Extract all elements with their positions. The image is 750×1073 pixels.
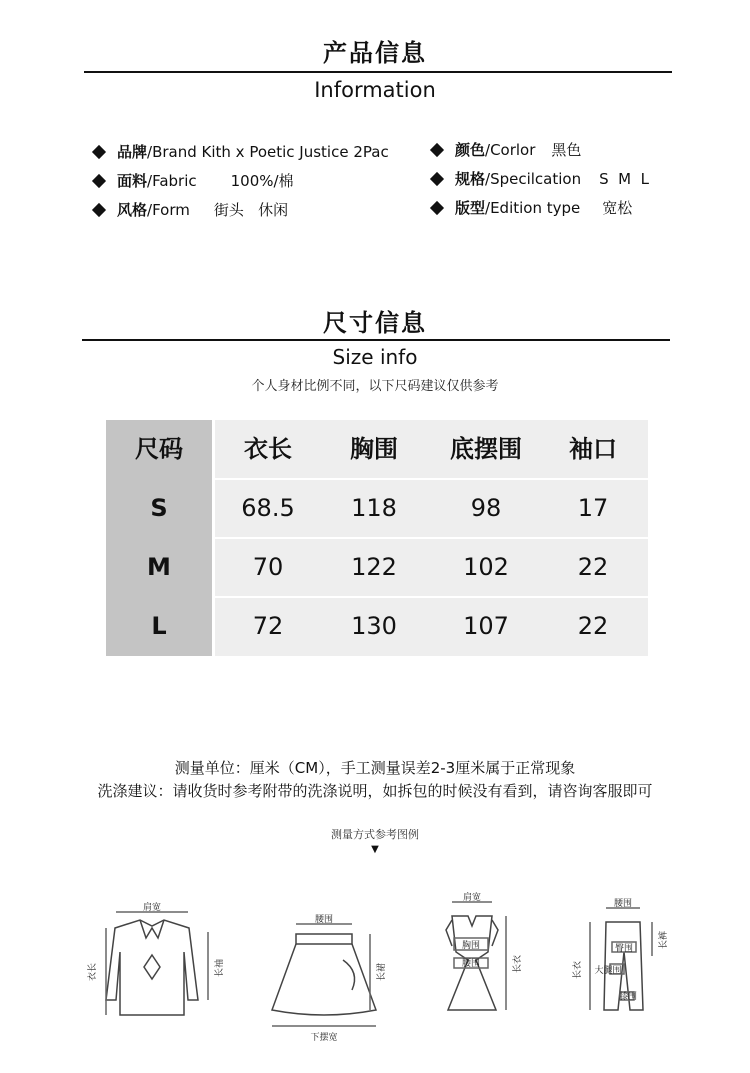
diagram-title: 测量方式参考图例: [331, 828, 419, 841]
info-item-edition: 版型 /Edition type 宽松: [432, 197, 632, 218]
size-info-title-cn: 尺寸信息: [323, 309, 427, 337]
table-header-hem: 底摆围: [450, 435, 522, 463]
table-cell-size: S: [150, 494, 168, 522]
table-cell: 22: [577, 553, 609, 581]
measure-note: 测量单位：厘米（CM），手工测量误差2-3厘米属于正常现象: [174, 759, 576, 777]
size-info-title-en: Size info: [332, 345, 418, 369]
table-cell: 72: [252, 612, 284, 640]
table-header-size: 尺码: [135, 435, 183, 463]
diamond-bullet-icon: [92, 202, 106, 216]
label-chest: 胸围: [461, 941, 481, 951]
wash-note: 洗涤建议：请收货时参考附带的洗涤说明，如拆包的时候没有看到，请咨询客服即可: [97, 782, 653, 800]
diamond-bullet-icon: [92, 173, 106, 187]
label-hip: 臀围: [614, 944, 634, 954]
label-skirt-length: 长裙: [377, 962, 387, 982]
table-cell: 22: [577, 612, 609, 640]
product-info-title-en: Information: [314, 78, 436, 102]
label-knee: 膝围: [618, 992, 638, 1002]
table-cell: 17: [577, 494, 609, 522]
shirt-icon: [106, 912, 208, 1015]
table-cell: 118: [351, 494, 397, 522]
divider: [84, 71, 672, 73]
table-cell: 107: [463, 612, 509, 640]
table-cell-size: L: [151, 612, 167, 640]
product-info-title-cn: 产品信息: [323, 39, 427, 67]
diamond-bullet-icon: [430, 171, 444, 185]
skirt-icon: [272, 924, 376, 1026]
label-dress-length: 长衣: [513, 954, 523, 974]
size-info-subtitle: 个人身材比例不同，以下尺码建议仅供参考: [251, 379, 499, 394]
diamond-bullet-icon: [92, 144, 106, 158]
label-pants-length: 长衣: [573, 960, 583, 980]
info-item-fabric: 面料 /Fabric 100%/棉: [94, 170, 294, 191]
diamond-bullet-icon: [430, 142, 444, 156]
table-header-cuff: 袖口: [569, 435, 617, 463]
table-cell: 68.5: [241, 494, 295, 522]
table-cell: 98: [470, 494, 502, 522]
divider: [82, 339, 670, 341]
table-cell: 130: [351, 612, 397, 640]
info-item-form: 风格 /Form 街头 休闲: [94, 199, 288, 220]
label-pants-length-right: 长裤: [659, 930, 669, 950]
table-header-chest: 胸围: [350, 435, 398, 463]
dress-icon: [446, 902, 506, 1010]
label-shoulder: 肩宽: [142, 903, 162, 913]
measurement-diagram: [0, 860, 750, 1060]
arrow-down-icon: ▼: [371, 844, 379, 855]
table-cell: 122: [351, 553, 397, 581]
label-length: 衣长: [88, 962, 98, 982]
label-thigh: 大腿围: [594, 966, 622, 976]
diamond-bullet-icon: [430, 200, 444, 214]
label-waist: 腰围: [613, 899, 633, 909]
info-item-spec: 规格 /Specilcation S M L: [432, 168, 649, 189]
size-table: [106, 420, 648, 656]
info-item-brand: 品牌 /Brand Kith x Poetic Justice 2Pac: [94, 141, 389, 162]
table-cell: 70: [252, 553, 284, 581]
label-sleeve: 长袖: [215, 958, 225, 978]
label-waist: 腰围: [314, 915, 334, 925]
table-cell: 102: [463, 553, 509, 581]
label-waist: 腰围: [461, 959, 481, 969]
table-cell-size: M: [147, 553, 171, 581]
label-hem: 下摆宽: [310, 1033, 338, 1043]
label-shoulder: 肩宽: [462, 893, 482, 903]
info-item-color: 颜色 /Corlor 黑色: [432, 139, 581, 160]
table-header-length: 衣长: [244, 435, 292, 463]
